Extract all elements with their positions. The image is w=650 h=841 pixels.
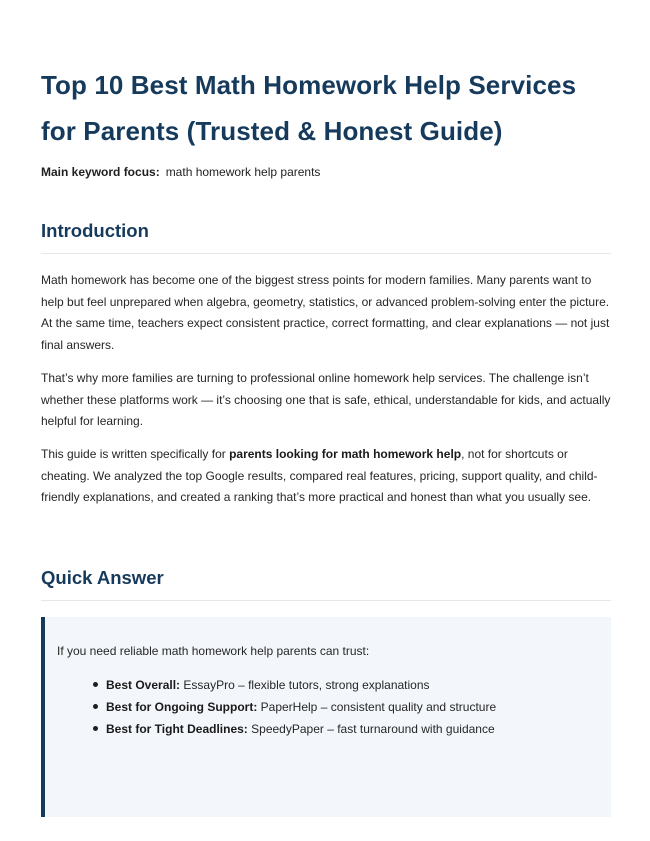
list-item-text: PaperHelp – consistent quality and structure xyxy=(260,700,497,714)
quick-answer-heading: Quick Answer xyxy=(41,567,164,588)
intro-paragraph-3-end: , not for shortcuts or cheating. We analyzed the top Google results, compared real features, pricing, support quality, and child-friendly explanations, and created a ranking that’s more practical and honest than what you usually see. xyxy=(41,447,598,505)
list-item xyxy=(106,696,496,718)
quick-answer-section-header xyxy=(41,566,611,601)
list-item xyxy=(106,718,496,740)
quick-answer-list xyxy=(57,674,496,740)
quick-answer-callout xyxy=(41,617,611,817)
introduction-section-header xyxy=(41,219,611,254)
intro-paragraph-2: That’s why more families are turning to professional online homework help services. The challenge isn’t whether these platforms work — it’s choosing one that is safe, ethical, understandable for kids, and actually helpful for learning. xyxy=(41,371,611,429)
list-item-label: Best for Ongoing Support: xyxy=(106,700,258,714)
quick-answer-lead: If you need reliable math homework help parents can trust: xyxy=(57,644,370,658)
list-item-label: Best for Tight Deadlines: xyxy=(106,722,248,736)
list-item-text: SpeedyPaper – fast turnaround with guidance xyxy=(251,722,495,736)
list-item-text: EssayPro – flexible tutors, strong explanations xyxy=(183,678,430,692)
keyword-label: Main keyword focus: xyxy=(41,165,160,179)
intro-paragraph-3 xyxy=(41,444,613,509)
bullet-icon xyxy=(93,704,98,709)
section-divider xyxy=(41,253,611,254)
list-item-label: Best Overall: xyxy=(106,678,181,692)
list-item xyxy=(106,674,496,696)
keyword-value: math homework help parents xyxy=(165,165,321,179)
intro-paragraph-3-emphasis: parents looking for math homework help xyxy=(229,447,462,461)
section-divider xyxy=(41,600,611,601)
introduction-heading: Introduction xyxy=(41,220,149,241)
intro-paragraph-3-start: This guide is written specifically for xyxy=(41,447,230,461)
bullet-icon xyxy=(93,726,98,731)
intro-paragraph-1: Math homework has become one of the biggest stress points for modern families. Many parents want to help but feel unprepared when algebra, geometry, statistics, or advanced problem-solving enter the picture. At the same time, teachers expect consistent practice, correct formatting, and clear explanations — not just final answers. xyxy=(41,273,610,352)
page-title: Top 10 Best Math Homework Help Services for Parents (Trusted & Honest Guide) xyxy=(41,70,577,146)
keyword-focus xyxy=(41,163,320,181)
bullet-icon xyxy=(93,682,98,687)
